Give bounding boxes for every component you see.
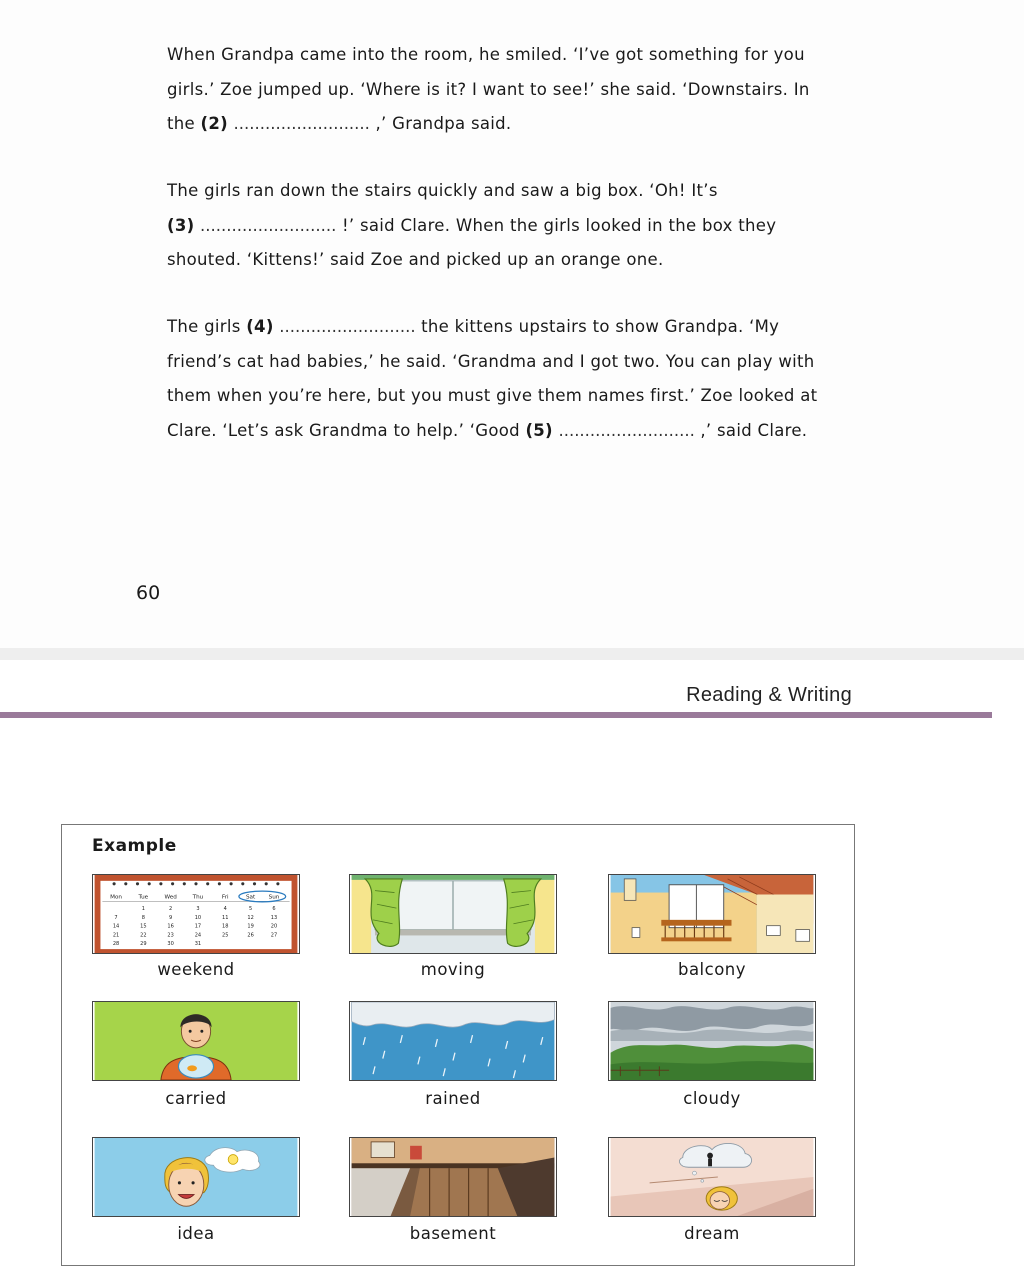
word-label: balcony [677, 960, 747, 979]
page-number: 60 [136, 582, 161, 604]
calendar-date: 29 [140, 941, 147, 948]
story-line: When Grandpa came into the room, he smiled. ‘I’ve got something for you [167, 45, 805, 64]
gap-number-2: (2) [200, 114, 228, 133]
basement-icon [349, 1137, 557, 1217]
answer-gap-2[interactable]: .......................... [233, 114, 370, 133]
girl-lightbulb-icon [92, 1137, 300, 1217]
calendar-date: 6 [272, 906, 276, 913]
calendar-date: 26 [247, 932, 254, 939]
word-label: dream [684, 1224, 740, 1243]
section-title: Reading & Writing [686, 684, 852, 706]
calendar-date: 8 [141, 914, 145, 921]
calendar-date: 21 [112, 932, 120, 939]
word-label: cloudy [683, 1089, 741, 1108]
calendar-date: 17 [194, 923, 202, 930]
calendar-date: 7 [114, 914, 118, 921]
calendar-date: 11 [222, 914, 229, 921]
curtains-window-icon [349, 874, 557, 954]
calendar-day-header: Wed [164, 894, 177, 901]
page-divider [0, 648, 1024, 660]
cloudy-landscape-icon [608, 1001, 816, 1081]
calendar-date: 31 [194, 941, 202, 948]
calendar-date: 2 [169, 906, 173, 913]
story-line: friend’s cat had babies,’ he said. ‘Grandma and I got two. You can play with [167, 351, 815, 371]
calendar-date: 30 [167, 941, 174, 948]
story-line: (3) .......................... !’ said Clare. When the girls looked in the box they [167, 215, 777, 235]
calendar-day-header: Fri [221, 894, 229, 901]
calendar-date: 15 [140, 923, 147, 930]
story-paragraph-1 [167, 38, 967, 142]
word-label: carried [165, 1089, 227, 1108]
calendar-date: 20 [270, 923, 278, 930]
gap-number-3: (3) [167, 215, 195, 235]
calendar-day-header: Sat [245, 894, 256, 901]
calendar-date: 16 [167, 923, 174, 930]
story-paragraph-3 [167, 310, 967, 448]
rain-cloud-icon [349, 1001, 557, 1081]
word-label: moving [420, 960, 486, 979]
story-line: Clare. ‘Let’s ask Grandma to help.’ ‘Good (5) .......................... ,’ said Clare. [167, 420, 808, 440]
calendar-day-header: Tue [138, 894, 149, 901]
calendar-date: 10 [194, 914, 202, 921]
story-line: the (2) .......................... ,’ Grandpa said. [167, 114, 512, 133]
calendar-day-header: Sun [268, 894, 280, 901]
calendar-picture [93, 875, 299, 953]
boy-fishbowl-icon [92, 1001, 300, 1081]
calendar-date: 27 [270, 932, 278, 939]
answer-gap-3[interactable]: .......................... [200, 215, 337, 235]
section-rule [0, 712, 992, 718]
gap-number-5: (5) [525, 420, 553, 440]
calendar-date: 14 [112, 923, 120, 930]
calendar-date: 3 [196, 906, 200, 913]
story-line: girls.’ Zoe jumped up. ‘Where is it? I want to see!’ she said. ‘Downstairs. In [167, 79, 810, 99]
calendar-date: 9 [169, 914, 173, 921]
calendar-date: 23 [167, 932, 174, 939]
word-label: weekend [157, 960, 235, 979]
calendar-date: 24 [194, 932, 202, 939]
story-line: The girls ran down the stairs quickly and saw a big box. ‘Oh! It’s [167, 181, 718, 200]
story-line: them when you’re here, but you must give them names first.’ Zoe looked at [167, 386, 818, 405]
calendar-date: 1 [141, 906, 145, 913]
answer-gap-4[interactable]: .......................... [279, 317, 416, 336]
calendar-date: 19 [247, 923, 254, 930]
calendar-date: 13 [270, 914, 278, 921]
calendar-date: 4 [223, 906, 227, 913]
sleeping-girl-icon [608, 1137, 816, 1217]
calendar-day-header: Thu [192, 894, 204, 901]
calendar-date: 5 [248, 906, 253, 913]
word-label: basement [409, 1224, 497, 1243]
calendar-date: 28 [112, 941, 120, 948]
calendar-day-header: Mon [110, 894, 123, 901]
house-balcony-icon [608, 874, 816, 954]
example-label: Example [92, 836, 177, 856]
calendar-date: 18 [222, 923, 229, 930]
gap-number-4: (4) [246, 317, 274, 336]
word-label: idea [177, 1224, 215, 1243]
calendar-date: 25 [222, 932, 229, 939]
word-label: rained [425, 1089, 481, 1108]
story-paragraph-2 [167, 174, 967, 278]
calendar-date: 22 [140, 932, 147, 939]
story-line: shouted. ‘Kittens!’ said Zoe and picked up an orange one. [167, 250, 664, 269]
calendar-date: 12 [247, 914, 254, 921]
answer-gap-5[interactable]: .......................... [558, 420, 695, 440]
calendar-icon [92, 874, 300, 954]
story-line: The girls (4) .......................... the kittens upstairs to show Grandpa. ‘My [167, 317, 780, 336]
